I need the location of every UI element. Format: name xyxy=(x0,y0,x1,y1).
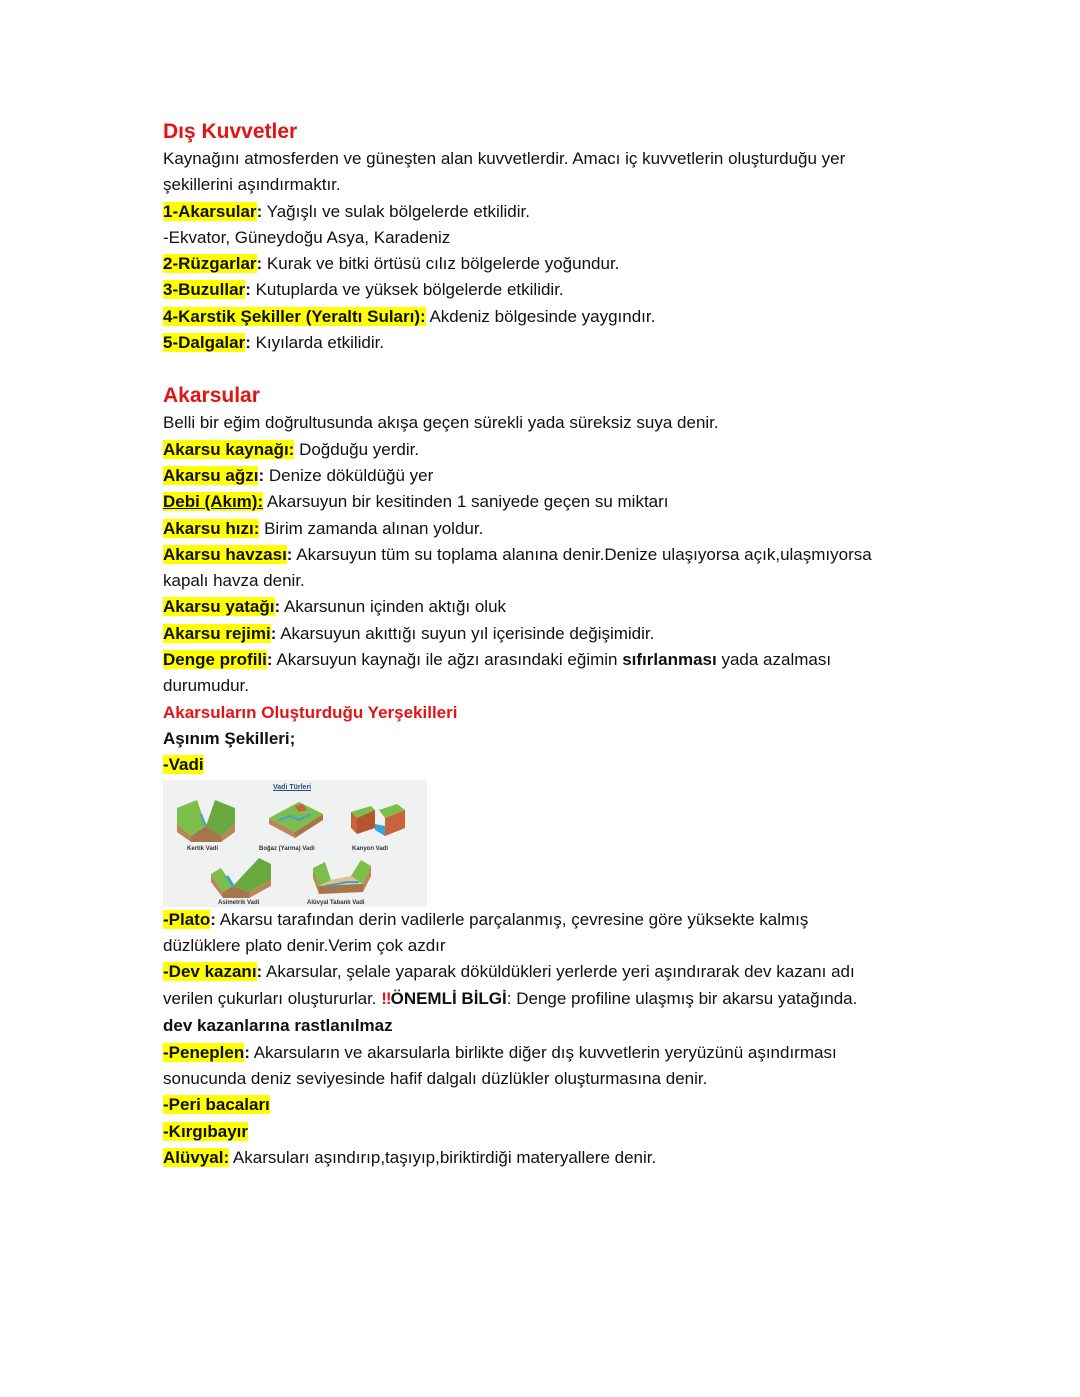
list-item: 2-Rüzgarlar: Kurak ve bitki örtüsü cılız bölgelerde yoğundur. xyxy=(163,254,620,274)
caption-kertik-vadi: Kertik Vadi xyxy=(187,845,219,852)
definition-plato: -Plato: Akarsu tarafından derin vadilerle parçalanmış, çevresine göre yüksekte kalmış xyxy=(163,909,809,929)
definition-dev-kazani: -Dev kazanı: Akarsular, şelale yaparak döküldükleri yerlerde yeri aşındırarak dev kazanı adı xyxy=(163,962,855,982)
asymmetric-valley-illustration xyxy=(209,856,273,898)
paragraph: dev kazanlarına rastlanılmaz xyxy=(163,1016,393,1036)
caption-kanyon-vadi: Kanyon Vadi xyxy=(352,845,389,852)
v-valley-illustration xyxy=(175,796,237,842)
list-item: 3-Buzullar: Kutuplarda ve yüksek bölgelerde etkilidir. xyxy=(163,280,564,300)
figure-title: Vadi Türleri xyxy=(273,783,312,791)
caption-aluvyal-vadi: Alüvyal Tabanlı Vadi xyxy=(307,899,365,906)
definition: Akarsu rejimi: Akarsuyun akıttığı suyun yıl içerisinde değişimidir. xyxy=(163,623,655,643)
gorge-valley-illustration xyxy=(265,796,327,842)
paragraph: Belli bir eğim doğrultusunda akışa geçen sürekli yada süreksiz suya denir. xyxy=(163,413,719,433)
double-exclamation-icon: !! xyxy=(381,989,391,1009)
definition: Akarsu havzası: Akarsuyun tüm su toplama alanına denir.Denize ulaşıyorsa açık,ulaşmıyorsa xyxy=(163,544,872,564)
caption-bogaz-vadi: Boğaz (Yarma) Vadi xyxy=(259,845,315,852)
definition: Debi (Akım): Akarsuyun bir kesitinden 1 saniyede geçen su miktarı xyxy=(163,492,669,512)
list-item-peri-bacalari: -Peri bacaları xyxy=(163,1095,270,1115)
section-title-dis-kuvvetler: Dış Kuvvetler xyxy=(163,120,298,143)
alluvial-valley-illustration xyxy=(311,858,373,898)
caption-asimetrik-vadi: Asimetrik Vadi xyxy=(218,899,260,906)
paragraph: verilen çukurları oluştururlar. !!ÖNEMLİ BİLGİ: Denge profiline ulaşmış bir akarsu yatağında. xyxy=(163,989,858,1009)
definition: Akarsu ağzı: Denize döküldüğü yer xyxy=(163,465,434,485)
definition: Akarsu yatağı: Akarsunun içinden aktığı oluk xyxy=(163,597,507,617)
definition: Denge profili: Akarsuyun kaynağı ile ağzı arasındaki eğimin sıfırlanması yada azalması xyxy=(163,650,832,670)
list-item-kirgibayir: -Kırgıbayır xyxy=(163,1121,249,1141)
definition: kapalı havza denir. xyxy=(163,571,305,591)
document-page xyxy=(163,118,963,1171)
canyon-valley-illustration xyxy=(347,800,407,840)
definition: Akarsu hızı: Birim zamanda alınan yoldur. xyxy=(163,518,484,538)
definition: durumudur. xyxy=(163,676,249,696)
paragraph: Kaynağını atmosferden ve güneşten alan kuvvetlerdir. Amacı iç kuvvetlerin oluşturduğu yer xyxy=(163,149,846,168)
paragraph: düzlüklere plato denir.Verim çok azdır xyxy=(163,935,446,955)
list-item: 1-Akarsular: Yağışlı ve sulak bölgelerde etkilidir. xyxy=(163,201,530,221)
list-item: -Ekvator, Güneydoğu Asya, Karadeniz xyxy=(163,227,451,247)
paragraph: sonucunda deniz seviyesinde hafif dalgalı düzlükler oluşturmasına denir. xyxy=(163,1069,708,1089)
paragraph: şekillerini aşındırmaktır. xyxy=(163,175,341,195)
list-item: 5-Dalgalar: Kıyılarda etkilidir. xyxy=(163,333,385,353)
definition: Akarsu kaynağı: Doğduğu yerdir. xyxy=(163,439,420,459)
spacer xyxy=(163,356,963,382)
valley-types-figure xyxy=(163,780,427,907)
definition-peneplen: -Peneplen: Akarsuların ve akarsularla birlikte diğer dış kuvvetlerin yeryüzünü aşındırması xyxy=(163,1042,837,1062)
subheading: Aşınım Şekilleri; xyxy=(163,728,296,748)
section-title-akarsular: Akarsular xyxy=(163,384,260,408)
definition-aluvyal: Alüvyal: Akarsuları aşındırıp,taşıyıp,biriktirdiği materyallere denir. xyxy=(163,1147,657,1167)
subsection-title: Akarsuların Oluşturduğu Yerşekilleri xyxy=(163,702,458,722)
list-item-vadi: -Vadi xyxy=(163,755,204,775)
list-item: 4-Karstik Şekiller (Yeraltı Suları): Akdeniz bölgesinde yaygındır. xyxy=(163,306,656,326)
